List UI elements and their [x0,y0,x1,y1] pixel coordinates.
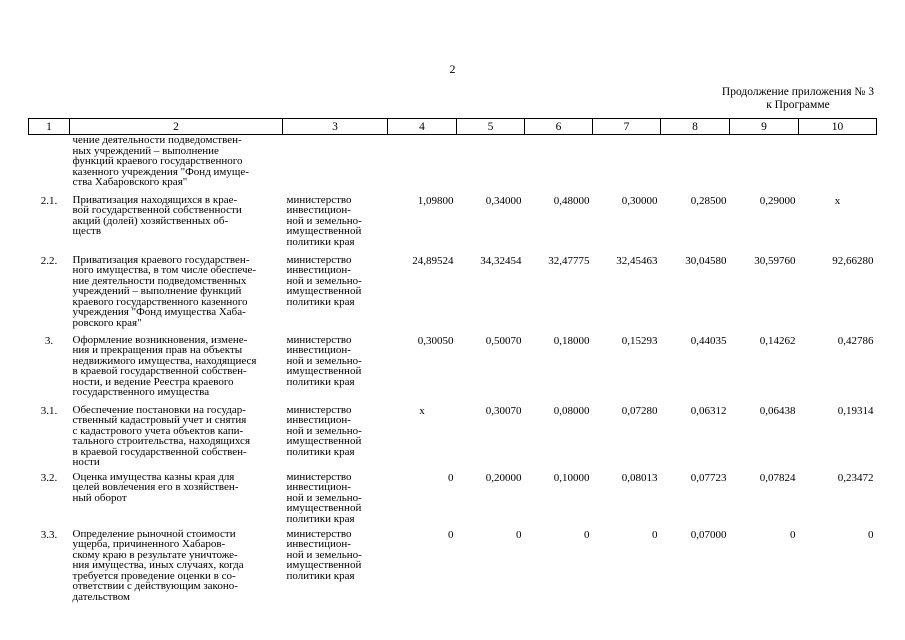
executor [283,472,388,529]
value-cell: 0 [868,528,874,541]
measure-name-line: ства Хабаровского края" [72,176,188,188]
table-row [29,135,877,195]
executor-line: инвестицион- [286,204,351,216]
column-header: 10 [799,119,877,135]
measure-name-line: целей вовлечения его в хозяйствен- [72,481,239,493]
executor-line: министерство [286,333,352,346]
table-header-row [29,119,877,135]
value-cell: 0,15293 [621,334,658,347]
executor-line: ной и земельно- [286,491,362,504]
value-cell: 32,45463 [616,254,658,267]
value-cell: 24,89524 [412,254,454,267]
executor-line: имущественной [286,502,362,514]
executor-line: министерство [286,193,352,206]
measure-name [70,472,283,529]
column-header: 2 [70,119,283,135]
value-cell [593,135,661,195]
value-cell: 0 [516,528,522,541]
executor-line: политики края [286,512,355,525]
measure-name-line: Обеспечение постановки на государ- [72,403,246,416]
value-cell: 0,07280 [621,404,658,417]
value-cell: 0,30050 [417,334,454,347]
column-header: 1 [29,119,70,135]
value-cell: 32,47775 [548,254,590,267]
value-cell: 0,30070 [485,404,522,417]
value-cell: 34,32454 [480,254,522,267]
executor [283,195,388,255]
measure-name-line: ственный кадастровый учет и снятия [72,414,247,426]
measure-name-line: Оформление возникновения, измене- [72,333,248,346]
value-cell: 0,07824 [759,471,796,484]
row-number: 2.1. [40,194,58,207]
measure-name-line: краевого государственного казенного [72,295,248,308]
measure-name-line: ный оборот [72,491,127,504]
value-cell: 0,29000 [759,194,796,207]
value-cell: х [834,194,841,207]
executor-line: имущественной [286,435,362,447]
value-cell: 0 [652,528,658,541]
value-cell: 0,34000 [485,194,522,207]
measure-name-line: учреждения "Фонд имущества Хаба- [72,306,246,318]
value-cell: 0,44035 [690,334,727,347]
measure-name-line: государственного имущества [72,386,210,398]
value-cell: 92,66280 [832,254,874,267]
value-cell [730,135,799,195]
executor-line: инвестицион- [286,538,351,550]
table-row [29,195,877,255]
executor-line: политики края [286,295,355,308]
value-cell [457,135,525,195]
column-header: 9 [730,119,799,135]
executor-line: политики края [286,375,355,388]
measure-name-line: ущерба, причиненного Хабаров- [72,538,226,550]
measure-name-line: ровского края" [72,316,142,329]
value-cell: 0,48000 [553,194,590,207]
row-number: 3. [44,334,54,347]
table-row [29,472,877,529]
measure-name [70,135,283,195]
executor-line: ной и земельно- [286,424,362,437]
page-number: 2 [449,62,456,76]
executor-line: политики края [286,235,355,248]
value-cell: 0 [584,528,590,541]
measure-name-line: вой государственной собственности [72,204,242,216]
table-body [29,135,877,609]
measure-name-line: чение деятельности подведомствен- [72,134,242,146]
measure-name [70,405,283,472]
measure-name-line: Приватизация краевого государствен- [72,253,250,266]
measure-name-line: с кадастрового учета объектов капи- [72,424,244,437]
measure-name-line: ние деятельности подведомственных [72,274,247,287]
column-header: 7 [593,119,661,135]
measure-name-line: акций (долей) хозяйственных об- [72,214,229,227]
executor-line: ной и земельно- [286,274,362,287]
executor [283,135,388,195]
value-cell: 0,30000 [621,194,658,207]
column-header: 5 [457,119,525,135]
value-cell: х [419,404,425,417]
measure-name-line: ния и прекращения прав на объекты [72,344,243,356]
table-row [29,529,877,609]
column-header: 8 [661,119,730,135]
row-number: 3.1. [40,404,58,417]
value-cell: 0,08013 [621,471,658,484]
measure-name-line: учреждений – выполнение функций [72,285,242,297]
executor-line: имущественной [286,225,362,237]
measure-name-line: функций краевого государственного [72,155,243,167]
value-cell [388,135,457,195]
executor-line: инвестицион- [286,344,351,356]
measure-name-line: в краевой государственной собствен- [72,365,247,377]
executor-line: министерство [286,253,352,266]
measure-name-line: дательством [72,590,130,603]
measure-name-line: недвижимого имущества, находящиеся [72,354,257,367]
executor-line: ной и земельно- [286,354,362,367]
executor [283,405,388,472]
executor [283,335,388,405]
table-row [29,255,877,335]
value-cell: 0,20000 [485,471,522,484]
value-cell [799,135,877,195]
value-cell: 0,18000 [553,334,590,347]
measure-name-line: ществ [72,225,102,237]
continuation-line-1: Продолжение приложения № 3 [721,86,874,98]
table-row [29,335,877,405]
measure-name-line: скому краю в результате уничтоже- [72,548,238,561]
value-cell: 0,28500 [690,194,727,207]
row-number: 3.3. [40,528,58,541]
measure-name [70,255,283,335]
value-cell [525,135,593,195]
executor-line: министерство [286,527,352,540]
value-cell: 30,59760 [754,254,796,267]
continuation-note [722,86,874,112]
measure-name-line: ных учреждений – выполнение [72,144,219,157]
executor-line: инвестицион- [286,264,351,276]
measure-name-line: казенного учреждения "Фонд имуще- [72,165,249,178]
executor-line: имущественной [286,559,362,571]
measure-name-line: Оценка имущества казны края для [72,470,235,483]
executor-line: политики края [286,445,355,458]
executor [283,529,388,609]
measure-name-line: Приватизация находящихся в крае- [72,193,238,206]
executor-line: инвестицион- [286,481,351,493]
column-header: 3 [283,119,388,135]
measure-name-line: Определение рыночной стоимости [72,527,236,540]
value-cell: 0,06438 [759,404,796,417]
row-number: 2.2. [40,254,58,267]
row-number: 3.2. [40,471,58,484]
executor [283,255,388,335]
table-row [29,405,877,472]
measure-name [70,529,283,609]
value-cell: 0 [448,471,454,484]
measure-name-line: тального строительства, находящихся [72,435,250,447]
value-cell: 0,14262 [759,334,796,347]
value-cell: 0,19314 [837,404,874,417]
executor-line: имущественной [286,365,362,377]
value-cell: 30,04580 [685,254,727,267]
continuation-line-2: к Программе [766,99,830,111]
value-cell [661,135,730,195]
value-cell: 0 [448,528,454,541]
column-header: 6 [525,119,593,135]
measure-name [70,195,283,255]
value-cell: 0 [790,528,796,541]
value-cell: 1,09800 [417,194,454,207]
value-cell: 0,06312 [690,404,727,417]
measure-name-line: ности, и ведение Реестра краевого [72,375,234,388]
measure-name-line: в краевой государственной собствен- [72,445,247,458]
executor-line: министерство [286,470,352,483]
value-cell: 0,42786 [837,334,874,347]
executor-line: политики края [286,569,355,582]
value-cell: 0,07723 [690,471,727,484]
value-cell: 0,08000 [553,404,590,417]
measure-name [70,335,283,405]
program-table [28,118,877,609]
column-header: 4 [388,119,457,135]
executor-line: ной и земельно- [286,548,362,561]
measure-name-line: требуется проведение оценки в со- [72,569,236,582]
value-cell: 0,50070 [485,334,522,347]
measure-name-line: ного имущества, в том числе обеспече- [72,264,257,276]
value-cell: 0,07000 [690,528,727,541]
value-cell: 0,23472 [837,471,874,484]
measure-name-line: ния имущества, иных случаях, когда [72,559,244,571]
measure-name-line: ности [72,456,100,468]
executor-line: министерство [286,403,352,416]
row-number [29,135,70,195]
executor-line: имущественной [286,285,362,297]
executor-line: ной и земельно- [286,214,362,227]
measure-name-line: ответствии с действующим законо- [72,580,238,592]
value-cell: 0,10000 [553,471,590,484]
executor-line: инвестицион- [286,414,351,426]
